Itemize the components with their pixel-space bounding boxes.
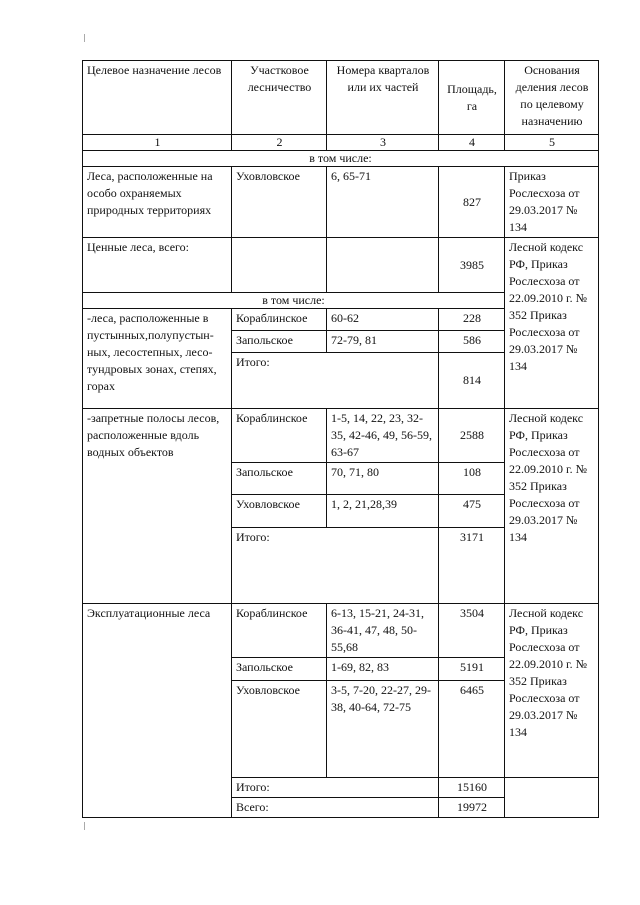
column-number: 5 <box>505 135 599 151</box>
total-label-cell: Итого: <box>232 353 439 409</box>
forestry-cell: Кораблинское <box>232 409 327 463</box>
column-number: 3 <box>327 135 439 151</box>
margin-mark-top <box>84 34 85 42</box>
section-label: в том числе: <box>83 151 599 167</box>
area-cell: 228 <box>439 309 505 331</box>
quarters-cell: 72-79, 81 <box>327 331 439 353</box>
forestry-cell <box>232 238 327 293</box>
table-row <box>83 238 599 293</box>
area-cell: 108 <box>439 463 505 495</box>
basis-cell: Лесной кодекс РФ, Приказ Рослесхоза от 22.09.2010 г. № 352 Приказ Рослесхоза от 29.03.2017 № 134 <box>505 604 599 778</box>
total-label-cell: Итого: <box>232 778 439 798</box>
header-quarters: Номера кварталов или их частей <box>327 61 439 135</box>
area-cell: 586 <box>439 331 505 353</box>
forestry-cell: Кораблинское <box>232 309 327 331</box>
total-label-cell: Итого: <box>232 528 439 604</box>
area-cell: 3985 <box>439 238 505 293</box>
column-number: 1 <box>83 135 232 151</box>
table-row <box>83 604 599 658</box>
quarters-cell: 6-13, 15-21, 24-31, 36-41, 47, 48, 50-55,68 <box>327 604 439 658</box>
quarters-cell: 1-5, 14, 22, 23, 32-35, 42-46, 49, 56-59, 63-67 <box>327 409 439 463</box>
area-cell: 3171 <box>439 528 505 604</box>
forestry-cell: Запольское <box>232 331 327 353</box>
header-area: Площадь, га <box>439 61 505 135</box>
basis-cell: Лесной кодекс РФ, Приказ Рослесхоза от 22.09.2010 г. № 352 Приказ Рослесхоза от 29.03.2017 № 134 <box>505 409 599 604</box>
table-row <box>83 167 599 238</box>
column-number-row <box>83 135 599 151</box>
table-header-row <box>83 61 599 135</box>
column-number: 4 <box>439 135 505 151</box>
forestry-cell: Уховловское <box>232 681 327 778</box>
purpose-cell: Леса, расположенные на особо охраняемых природных территориях <box>83 167 232 238</box>
quarters-cell <box>327 238 439 293</box>
header-basis: Основания деления лесов по целевому назначению <box>505 61 599 135</box>
purpose-cell: -запретные полосы лесов, расположенные вдоль водных объектов <box>83 409 232 604</box>
area-cell: 827 <box>439 167 505 238</box>
forestry-cell: Запольское <box>232 463 327 495</box>
section-row <box>83 151 599 167</box>
header-purpose: Целевое назначение лесов <box>83 61 232 135</box>
basis-empty-cell <box>505 778 599 818</box>
section-label: в том числе: <box>83 293 505 309</box>
basis-cell: Приказ Рослесхоза от 29.03.2017 № 134 <box>505 167 599 238</box>
area-cell: 15160 <box>439 778 505 798</box>
quarters-cell: 1, 2, 21,28,39 <box>327 495 439 528</box>
basis-cell: Лесной кодекс РФ, Приказ Рослесхоза от 22.09.2010 г. № 352 Приказ Рослесхоза от 29.03.2017 № 134 <box>505 238 599 409</box>
area-cell: 475 <box>439 495 505 528</box>
table-row <box>83 409 599 463</box>
area-cell: 814 <box>439 353 505 409</box>
forestry-cell: Запольское <box>232 658 327 681</box>
forestry-cell: Уховловское <box>232 167 327 238</box>
header-forestry: Участковое лесничество <box>232 61 327 135</box>
margin-mark-bottom <box>84 822 85 830</box>
forestry-cell: Уховловское <box>232 495 327 528</box>
area-cell: 5191 <box>439 658 505 681</box>
quarters-cell: 60-62 <box>327 309 439 331</box>
quarters-cell: 6, 65-71 <box>327 167 439 238</box>
area-cell: 6465 <box>439 681 505 778</box>
purpose-cell: Ценные леса, всего: <box>83 238 232 293</box>
quarters-cell: 70, 71, 80 <box>327 463 439 495</box>
area-cell: 2588 <box>439 409 505 463</box>
area-cell: 3504 <box>439 604 505 658</box>
forest-purpose-table <box>82 60 599 818</box>
grand-total-label: Всего: <box>232 798 439 818</box>
forestry-cell: Кораблинское <box>232 604 327 658</box>
purpose-cell: Эксплуатационные леса <box>83 604 232 818</box>
grand-total-area: 19972 <box>439 798 505 818</box>
quarters-cell: 1-69, 82, 83 <box>327 658 439 681</box>
column-number: 2 <box>232 135 327 151</box>
quarters-cell: 3-5, 7-20, 22-27, 29-38, 40-64, 72-75 <box>327 681 439 778</box>
purpose-cell: -леса, расположенные в пустынных,полупустын-ных, лесостепных, лесо-тундровых зонах, степях, горах <box>83 309 232 409</box>
